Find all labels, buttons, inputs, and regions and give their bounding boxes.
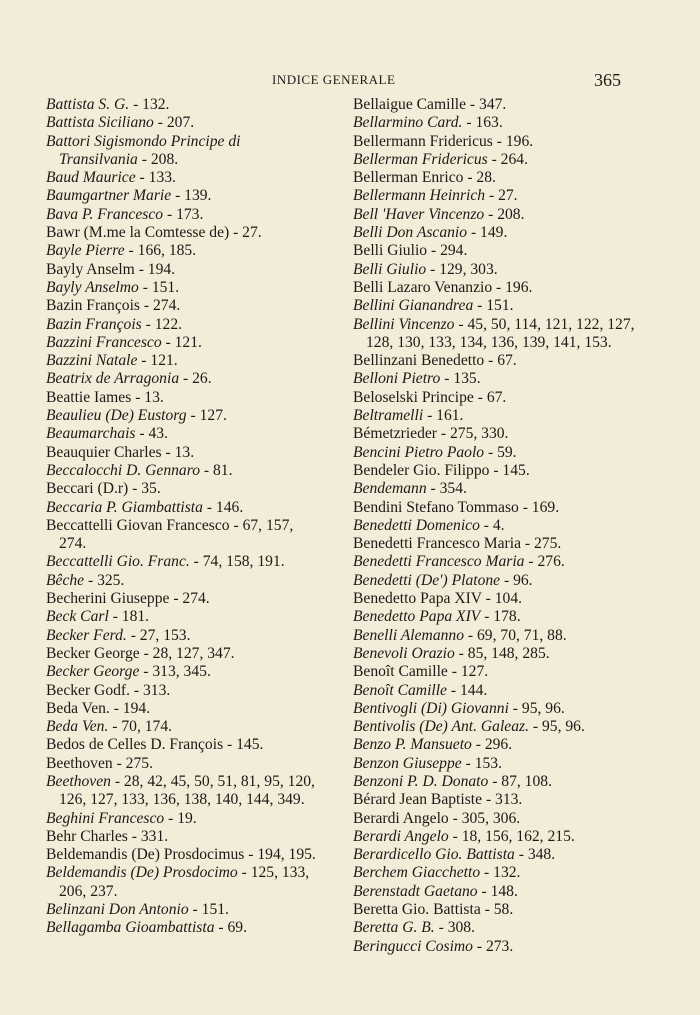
entry-name: Beauquier Charles: [46, 443, 162, 461]
entry-page-refs: - 149.: [467, 224, 508, 242]
entry-page-refs: - 70, 174.: [108, 718, 173, 736]
index-entry: [353, 919, 635, 937]
index-entry: [353, 187, 635, 205]
entry-name: Benedetti Francesco Maria: [353, 553, 525, 571]
entry-page-refs: - 305, 306.: [448, 809, 521, 827]
entry-page-refs: - 194, 195.: [244, 846, 316, 864]
entry-name: Bellini Gianandrea: [353, 297, 474, 315]
index-entry: [46, 553, 322, 571]
entry-page-refs: - 163.: [462, 114, 503, 132]
entry-name: Battista Siciliano: [46, 114, 154, 132]
entry-name: Belli Giulio: [353, 242, 428, 260]
entry-name: Beaulieu (De) Eustorg: [46, 407, 187, 425]
entry-page-refs: - 13.: [131, 388, 164, 406]
entry-name: Bencini Pietro Paolo: [353, 443, 485, 461]
index-entry: [353, 425, 635, 443]
entry-page-refs: - 18, 156, 162, 215.: [448, 827, 575, 845]
index-entry: [46, 663, 322, 681]
index-entry: [353, 370, 635, 388]
index-entry: [46, 279, 322, 297]
entry-page-refs: - 274.: [139, 297, 181, 315]
entry-page-refs: - 196.: [492, 132, 534, 150]
entry-name: Bellerman Fridericus: [353, 150, 488, 168]
entry-name: Beaumarchais: [46, 425, 136, 443]
entry-name: Bellagamba Gioambattista: [46, 919, 215, 937]
entry-page-refs: - 166, 185.: [124, 242, 197, 260]
entry-page-refs: - 208.: [484, 205, 525, 223]
entry-page-refs: - 173.: [163, 205, 204, 223]
entry-page-refs: - 347.: [466, 96, 507, 113]
index-entry: [46, 334, 322, 352]
entry-page-refs: - 104.: [481, 590, 523, 608]
entry-page-refs: - 28, 42, 45, 50, 51, 81, 95, 120, 126, 127, 133, 136, 138, 140, 144, 349.: [59, 772, 315, 809]
index-entry: [353, 938, 635, 956]
entry-page-refs: - 145.: [223, 736, 264, 754]
entry-page-refs: - 127.: [447, 663, 489, 681]
entry-page-refs: - 95, 96.: [508, 699, 565, 717]
entry-name: Berardi Angelo: [353, 809, 449, 827]
entry-page-refs: - 181.: [108, 608, 150, 626]
entry-name: Bentivogli (Di) Giovanni: [353, 699, 509, 717]
entry-page-refs: - 151.: [138, 278, 180, 296]
index-entry: [46, 718, 322, 736]
index-entry: [353, 114, 635, 132]
entry-name: Belinzani Don Antonio: [46, 901, 189, 919]
index-entry: [353, 96, 635, 114]
index-entry: [46, 242, 322, 260]
entry-name: Bémetzrieder: [353, 425, 437, 443]
entry-page-refs: - 121.: [161, 333, 202, 351]
index-entry: [46, 828, 322, 846]
entry-page-refs: - 122.: [141, 315, 183, 333]
entry-name: Bendemann: [353, 480, 427, 498]
entry-name: Beccattelli Giovan Francesco: [46, 516, 230, 534]
entry-page-refs: - 144.: [446, 681, 488, 699]
entry-name: Baud Maurice: [46, 169, 136, 187]
entry-name: Beccaria P. Giambattista: [46, 498, 203, 516]
index-entry: [46, 444, 322, 462]
entry-page-refs: - 145.: [489, 461, 530, 479]
entry-page-refs: - 135.: [440, 370, 481, 388]
entry-name: Benoît Camille: [353, 681, 447, 699]
index-entry: [46, 316, 322, 334]
entry-name: Beghini Francesco: [46, 809, 165, 827]
index-entry: [353, 645, 635, 663]
index-entry: [46, 810, 322, 828]
index-entry: [353, 242, 635, 260]
index-entry: [353, 846, 635, 864]
index-entry: [353, 627, 635, 645]
entry-page-refs: - 308.: [434, 919, 475, 937]
entry-page-refs: - 35.: [128, 480, 161, 498]
index-entry: [353, 572, 635, 590]
entry-page-refs: - 325.: [84, 571, 125, 589]
entry-name: Bêche: [46, 571, 85, 589]
entry-name: Benzo P. Mansueto: [353, 736, 472, 754]
entry-page-refs: - 196.: [492, 278, 533, 296]
entry-name: Beccalocchi D. Gennaro: [46, 461, 201, 479]
index-entry: [46, 114, 322, 132]
index-entry: [353, 297, 635, 315]
page-number: 365: [594, 70, 621, 90]
entry-name: Beethoven: [46, 772, 111, 790]
index-entry: [46, 206, 322, 224]
entry-name: Bendini Stefano Tommaso: [353, 498, 519, 516]
entry-page-refs: - 4.: [479, 516, 505, 534]
entry-page-refs: - 45, 50, 114, 121, 122, 127, 128, 130, 133, 134, 136, 139, 141, 153.: [366, 315, 635, 351]
entry-page-refs: - 81.: [200, 461, 233, 479]
index-entry: [353, 663, 635, 681]
index-entry: [46, 682, 322, 700]
entry-page-refs: - 69.: [214, 919, 247, 937]
entry-name: Bérard Jean Baptiste: [353, 791, 483, 809]
entry-page-refs: - 194.: [134, 260, 176, 278]
entry-name: Belloni Pietro: [353, 370, 441, 388]
index-entry: [46, 901, 322, 919]
page-header: [0, 70, 700, 94]
entry-name: Baumgartner Marie: [46, 187, 172, 205]
entry-name: Battori Sigismondo Principe di Transilvania: [46, 132, 241, 168]
entry-page-refs: - 96.: [500, 571, 533, 589]
index-entry: [353, 261, 635, 279]
entry-name: Beldemandis (De) Prosdocimo: [46, 864, 238, 882]
index-entry: [353, 901, 635, 919]
index-entry: [46, 352, 322, 370]
index-entry: [353, 169, 635, 187]
entry-page-refs: - 121.: [137, 352, 178, 370]
index-entry: [46, 224, 322, 242]
entry-name: Bazzini Natale: [46, 352, 138, 370]
entry-name: Benzon Giuseppe: [353, 754, 462, 772]
index-entry: [353, 133, 635, 151]
entry-name: Beltramelli: [353, 407, 424, 425]
entry-name: Behr Charles: [46, 827, 128, 845]
index-entry: [46, 700, 322, 718]
entry-name: Battista S. G.: [46, 96, 130, 113]
entry-page-refs: - 207.: [153, 114, 195, 132]
entry-name: Bendeler Gio. Filippo: [353, 461, 490, 479]
entry-name: Beda Ven.: [46, 699, 110, 717]
index-entry: [46, 590, 322, 608]
index-entry: [353, 206, 635, 224]
index-entry: [353, 224, 635, 242]
entry-page-refs: - 87, 108.: [488, 772, 552, 790]
entry-page-refs: - 275.: [521, 535, 562, 553]
entry-name: Bazin François: [46, 315, 142, 333]
entry-name: Beccari (D.r): [46, 480, 129, 498]
index-entry: [46, 645, 322, 663]
index-entry: [353, 535, 635, 553]
entry-page-refs: - 59.: [484, 443, 517, 461]
entry-page-refs: - 208.: [137, 150, 179, 168]
entry-name: Bazin François: [46, 297, 140, 315]
index-column-right: [353, 96, 635, 956]
entry-name: Benzoni P. D. Donato: [353, 772, 489, 790]
index-entry: [46, 133, 322, 170]
index-entry: [46, 169, 322, 187]
index-entry: [353, 791, 635, 809]
entry-name: Becker Godf.: [46, 681, 130, 699]
index-entry: [353, 462, 635, 480]
entry-name: Beethoven: [46, 754, 113, 772]
index-entry: [353, 590, 635, 608]
entry-name: Benelli Alemanno: [353, 626, 465, 644]
index-entry: [46, 846, 322, 864]
entry-page-refs: - 132.: [480, 864, 521, 882]
entry-name: Benoît Camille: [353, 663, 448, 681]
entry-name: Bellermann Fridericus: [353, 132, 493, 150]
entry-page-refs: - 313, 345.: [139, 663, 211, 681]
index-entry: [46, 517, 322, 554]
index-entry: [353, 352, 635, 370]
entry-page-refs: - 348.: [514, 846, 556, 864]
entry-page-refs: - 26.: [179, 370, 212, 388]
entry-page-refs: - 129, 303.: [426, 260, 498, 278]
running-head: INDICE GENERALE: [272, 72, 396, 87]
index-entry: [353, 700, 635, 718]
index-entry: [353, 608, 635, 626]
entry-page-refs: - 139.: [171, 187, 212, 205]
entry-name: Beringucci Cosimo: [353, 937, 473, 955]
entry-page-refs: - 275.: [112, 754, 153, 772]
entry-name: Beatrix de Arragonia: [46, 370, 180, 388]
entry-name: Benedetti (De') Platone: [353, 571, 501, 589]
entry-page-refs: - 127.: [186, 407, 227, 425]
entry-name: Bayly Anselm: [46, 260, 135, 278]
entry-name: Bayly Anselmo: [46, 278, 139, 296]
entry-name: Bellermann Heinrich: [353, 187, 486, 205]
entry-name: Belli Don Ascanio: [353, 224, 468, 242]
entry-name: Berchem Giacchetto: [353, 864, 481, 882]
entry-name: Benevoli Orazio: [353, 644, 455, 662]
index-entry: [353, 279, 635, 297]
index-entry: [46, 462, 322, 480]
entry-name: Bellini Vincenzo: [353, 315, 455, 333]
index-entry: [353, 682, 635, 700]
index-entry: [46, 499, 322, 517]
entry-page-refs: - 153.: [461, 754, 502, 772]
entry-name: Bellaigue Camille: [353, 96, 467, 113]
index-entry: [46, 773, 322, 810]
entry-page-refs: - 151.: [188, 901, 229, 919]
entry-page-refs: - 132.: [129, 96, 170, 113]
index-entry: [353, 828, 635, 846]
entry-name: Bazzini Francesco: [46, 333, 162, 351]
entry-name: Bayle Pierre: [46, 242, 125, 260]
entry-name: Beretta Gio. Battista: [353, 901, 481, 919]
entry-name: Belli Giulio: [353, 260, 427, 278]
entry-name: Becker George: [46, 663, 140, 681]
index-entry: [353, 407, 635, 425]
index-entry: [46, 627, 322, 645]
index-entry: [46, 755, 322, 773]
entry-page-refs: - 274.: [169, 590, 210, 608]
entry-page-refs: - 85, 148, 285.: [454, 644, 550, 662]
index-column-left: [46, 96, 322, 938]
entry-name: Benedetto Papa XIV: [353, 590, 482, 608]
index-entry: [46, 370, 322, 388]
index-entry: [353, 864, 635, 882]
entry-name: Beattie Iames: [46, 388, 132, 406]
index-entry: [46, 919, 322, 937]
index-entry: [46, 608, 322, 626]
index-entry: [46, 864, 322, 901]
index-entry: [353, 755, 635, 773]
entry-name: Bellinzani Benedetto: [353, 352, 485, 370]
entry-name: Belli Lazaro Venanzio: [353, 278, 493, 296]
index-entry: [46, 297, 322, 315]
index-entry: [46, 425, 322, 443]
entry-page-refs: - 294.: [427, 242, 468, 260]
index-entry: [46, 389, 322, 407]
entry-name: Benedetti Francesco Maria: [353, 535, 521, 553]
entry-name: Bellerman Enrico: [353, 169, 464, 187]
index-entry: [353, 718, 635, 736]
entry-page-refs: - 67, 157, 274.: [59, 516, 294, 553]
index-entry: [46, 736, 322, 754]
index-entry: [353, 883, 635, 901]
entry-name: Berardi Angelo: [353, 827, 449, 845]
entry-page-refs: - 27, 153.: [126, 626, 191, 644]
index-entry: [353, 773, 635, 791]
entry-page-refs: - 74, 158, 191.: [189, 553, 285, 571]
entry-page-refs: - 43.: [135, 425, 168, 443]
entry-name: Beccattelli Gio. Franc.: [46, 553, 190, 571]
entry-name: Beldemandis (De) Prosdocimus: [46, 846, 245, 864]
entry-page-refs: - 161.: [423, 407, 464, 425]
entry-page-refs: - 169.: [518, 498, 560, 516]
entry-page-refs: - 67.: [484, 352, 517, 370]
index-entry: [353, 389, 635, 407]
index-entry: [46, 480, 322, 498]
index-entry: [353, 499, 635, 517]
entry-page-refs: - 264.: [487, 150, 528, 168]
entry-page-refs: - 146.: [202, 498, 244, 516]
entry-page-refs: - 19.: [164, 809, 197, 827]
entry-page-refs: - 27.: [229, 224, 262, 242]
entry-name: Beloselski Principe: [353, 388, 474, 406]
index-entry: [353, 444, 635, 462]
index-entry: [353, 736, 635, 754]
entry-page-refs: - 58.: [480, 901, 514, 919]
entry-name: Bawr (M.me la Comtesse de): [46, 224, 230, 242]
entry-page-refs: - 151.: [473, 297, 514, 315]
entry-name: Beda Ven.: [46, 718, 109, 736]
index-entry: [46, 96, 322, 114]
entry-name: Bava P. Francesco: [46, 205, 164, 223]
entry-name: Becker George: [46, 644, 140, 662]
entry-page-refs: - 27.: [485, 187, 518, 205]
entry-name: Bellarmino Card.: [353, 114, 463, 132]
index-entry: [353, 316, 635, 353]
entry-page-refs: - 95, 96.: [528, 718, 585, 736]
index-entry: [353, 517, 635, 535]
entry-page-refs: - 28.: [463, 169, 496, 187]
entry-name: Bentivolis (De) Ant. Galeaz.: [353, 718, 529, 736]
entry-name: Berenstadt Gaetano: [353, 882, 478, 900]
entry-page-refs: - 69, 70, 71, 88.: [464, 626, 567, 644]
index-entry: [353, 480, 635, 498]
entry-page-refs: - 133.: [135, 169, 176, 187]
entry-name: Benedetti Domenico: [353, 516, 480, 534]
entry-page-refs: - 178.: [480, 608, 521, 626]
entry-page-refs: - 275, 330.: [436, 425, 509, 443]
entry-page-refs: - 313.: [482, 791, 523, 809]
entry-name: Becker Ferd.: [46, 626, 127, 644]
entry-name: Beck Carl: [46, 608, 109, 626]
entry-page-refs: - 313.: [130, 681, 171, 699]
entry-name: Bell 'Haver Vincenzo: [353, 205, 485, 223]
index-entry: [353, 810, 635, 828]
index-entry: [46, 572, 322, 590]
entry-page-refs: - 296.: [471, 736, 513, 754]
entry-page-refs: - 125, 133, 206, 237.: [59, 864, 310, 900]
entry-page-refs: - 354.: [426, 480, 467, 498]
entry-page-refs: - 148.: [477, 882, 518, 900]
index-entry: [353, 553, 635, 571]
entry-page-refs: - 331.: [127, 827, 169, 845]
index-entry: [46, 407, 322, 425]
index-entry: [46, 261, 322, 279]
entry-name: Becherini Giuseppe: [46, 590, 170, 608]
entry-page-refs: - 67.: [473, 388, 507, 406]
entry-page-refs: - 273.: [472, 937, 514, 955]
entry-page-refs: - 28, 127, 347.: [139, 644, 235, 662]
index-entry: [353, 151, 635, 169]
entry-name: Beretta G. B.: [353, 919, 435, 937]
entry-page-refs: - 194.: [109, 699, 151, 717]
entry-name: Bedos de Celles D. François: [46, 736, 224, 754]
entry-page-refs: - 276.: [524, 553, 565, 571]
index-entry: [46, 187, 322, 205]
entry-page-refs: - 13.: [161, 443, 195, 461]
entry-name: Benedetto Papa XIV: [353, 608, 481, 626]
entry-name: Berardicello Gio. Battista: [353, 846, 515, 864]
